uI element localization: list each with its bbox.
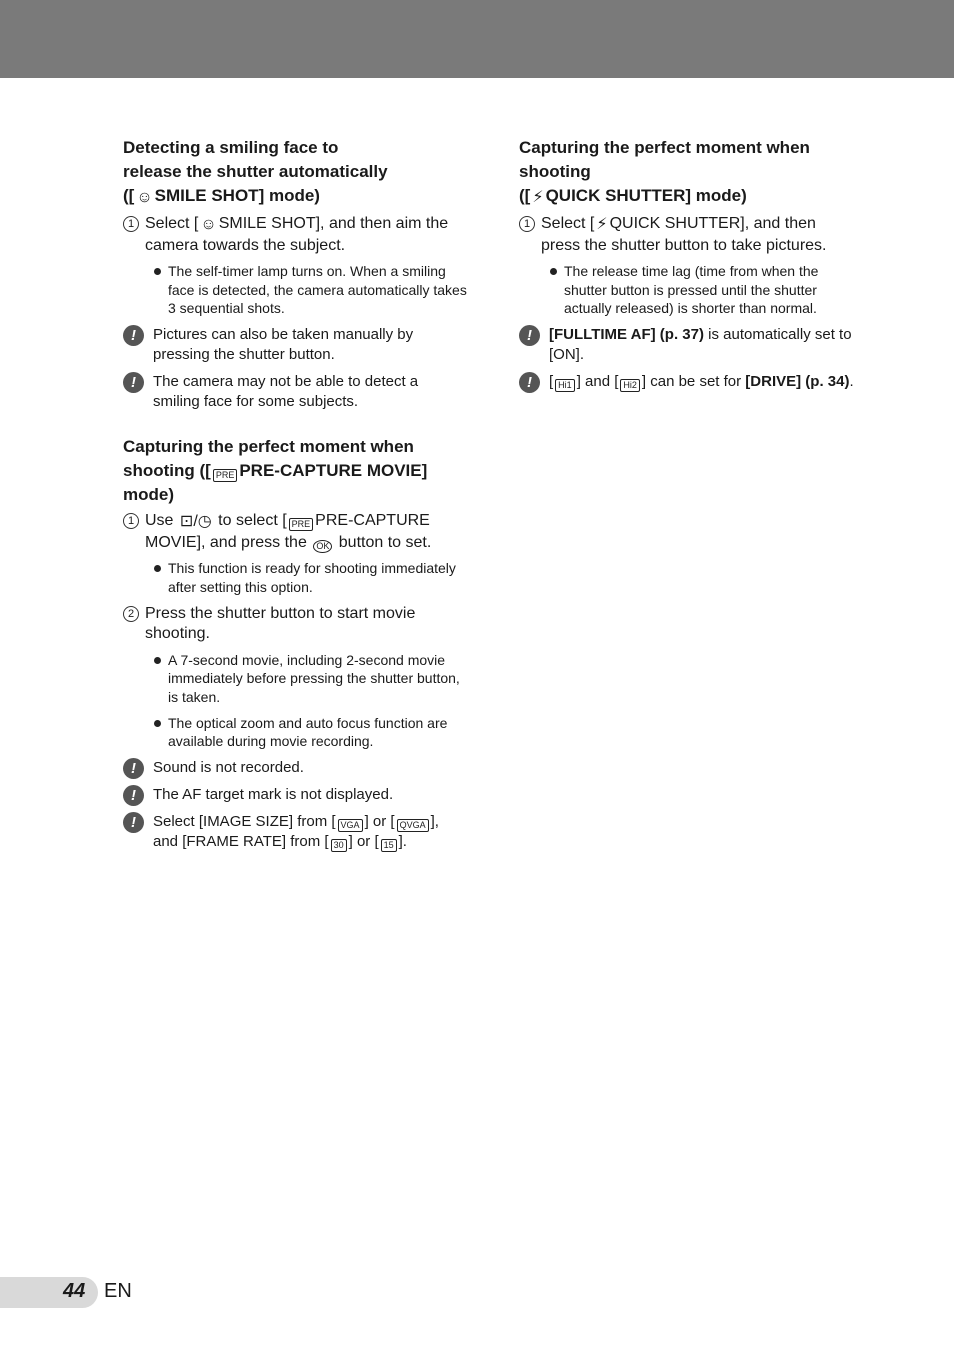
caution-icon: ! [123,372,144,393]
pre-note-2: ! The AF target mark is not displayed. [123,785,468,805]
pre-step-2: 2 Press the shutter button to start movie shooting. [123,604,468,645]
arrow-buttons-icon: ⊡/◷ [179,513,212,531]
pre-note-3: ! Select [IMAGE SIZE] from [ VGA ] or [ QVGA ], and [FRAME RATE] from [ 30 ] or [ 15 ]. [123,812,468,852]
caution-icon: ! [123,785,144,806]
pre-bullet-3: The optical zoom and auto focus function are available during movie recording. [123,714,468,751]
step-number: 1 [123,513,139,529]
smile-shot-heading: Detecting a smiling face to release the shutter automatically ([ ☺ SMILE SHOT] mode) [123,136,468,210]
bullet-dot [154,565,161,572]
pre-note-1: ! Sound is not recorded. [123,758,468,778]
quick-shutter-icon: ⚡ [596,216,608,233]
bullet-dot [154,720,161,727]
step-number: 1 [519,216,535,232]
bullet-dot [550,268,557,275]
quick-shutter-icon: ⚡ [532,189,544,206]
pre-step-1: 1 Use ⊡/◷ to select [ PRE PRE-CAPTURE MOVIE], and press the OK button to set. [123,511,468,553]
hi-speed-2-icon: Hi2 [620,379,640,392]
right-column [519,136,859,399]
ok-func-button-icon: OK [313,540,332,553]
vga-icon: VGA [338,819,363,832]
caution-icon: ! [519,325,540,346]
step-number: 2 [123,606,139,622]
quick-note-2: ! [ Hi1 ] and [ Hi2 ] can be set for [DRIVE] (p. 34). [519,372,859,392]
smile-note-1: ! Pictures can also be taken manually by pressing the shutter button. [123,325,468,365]
step-number: 1 [123,216,139,232]
left-column [123,136,468,859]
quick-bullet-1: The release time lag (time from when the shutter button is pressed until the shutter actually released) is shorter than normal. [519,262,859,318]
hi-speed-1-icon: Hi1 [555,379,575,392]
header-band [0,0,954,78]
qvga-icon: QVGA [397,819,429,832]
smile-face-icon: ☺ [200,216,217,233]
smile-step-1: 1 Select [ ☺ SMILE SHOT], and then aim the camera towards the subject. [123,214,468,256]
bullet-dot [154,657,161,664]
pre-bullet-1: This function is ready for shooting immediately after setting this option. [123,559,468,596]
smile-note-2: ! The camera may not be able to detect a smiling face for some subjects. [123,372,468,412]
bullet-dot [154,268,161,275]
pre-capture-icon: PRE [289,518,314,531]
frame-rate-15-icon: 15 [381,839,397,852]
pre-capture-heading: Capturing the perfect moment when shooting ([ PRE PRE-CAPTURE MOVIE] mode) [123,437,428,505]
language-label: EN [104,1280,132,1302]
quick-note-1: ! [FULLTIME AF] (p. 37) is automatically set to [ON]. [519,325,859,365]
quick-step-1: 1 Select [ ⚡ QUICK SHUTTER], and then press the shutter button to take pictures. [519,214,859,256]
smile-face-icon: ☺ [136,189,153,206]
pre-capture-icon: PRE [213,469,238,482]
caution-icon: ! [123,812,144,833]
quick-shutter-heading: Capturing the perfect moment when shooting ([ ⚡ QUICK SHUTTER] mode) [519,136,859,210]
page-number: 44 [63,1280,86,1302]
pre-bullet-2: A 7-second movie, including 2-second movie immediately before pressing the shutter button, is taken. [123,651,468,707]
caution-icon: ! [123,325,144,346]
caution-icon: ! [123,758,144,779]
caution-icon: ! [519,372,540,393]
smile-bullet-1: The self-timer lamp turns on. When a smiling face is detected, the camera automatically takes 3 sequential shots. [123,262,468,318]
frame-rate-30-icon: 30 [331,839,347,852]
